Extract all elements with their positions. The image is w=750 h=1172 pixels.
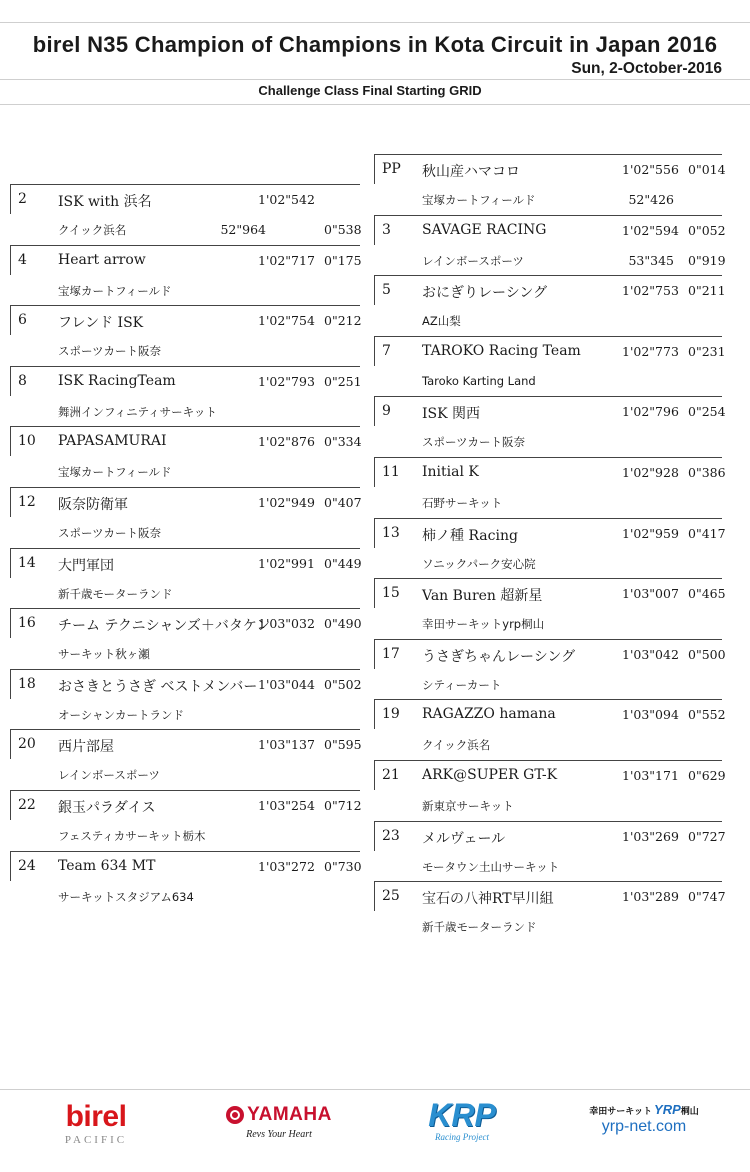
- team-name: ARK@SUPER GT-K: [422, 767, 558, 783]
- home-circuit: 宝塚カートフィールド: [58, 465, 172, 480]
- entry-left-rule: [374, 275, 375, 305]
- entry-top-rule: [10, 851, 360, 852]
- grid-position: PP: [382, 161, 401, 177]
- team-name: フレンド ISK: [58, 315, 144, 332]
- entry-top-rule: [374, 699, 722, 700]
- birel-logo: [48, 1102, 144, 1152]
- entry-top-rule: [374, 336, 722, 337]
- grid-entry: [10, 426, 360, 486]
- time-gap: 0"730: [324, 858, 362, 874]
- grid-position: 5: [382, 282, 391, 299]
- team-name: 西片部屋: [58, 739, 114, 756]
- time-gap: 0"014: [688, 162, 726, 177]
- entry-left-rule: [10, 729, 11, 759]
- entry-top-rule: [10, 487, 360, 488]
- grid-position: 4: [18, 251, 27, 268]
- entry-left-rule: [374, 396, 375, 426]
- time-gap: 0"211: [688, 283, 726, 299]
- grid-position: 25: [382, 888, 400, 905]
- team-name: Heart arrow: [58, 251, 146, 268]
- entry-top-rule: [10, 184, 360, 185]
- tuning-fork-icon: [226, 1106, 244, 1124]
- grid-entry: [10, 366, 360, 426]
- grid-entry: [10, 184, 360, 244]
- grid-position: 20: [18, 736, 36, 753]
- home-circuit: 新千歳モーターランド: [422, 920, 537, 935]
- team-name: おさきとうさぎ ベストメンバー: [58, 678, 258, 695]
- yamaha-tagline: Revs Your Heart: [246, 1129, 312, 1140]
- time-gap: 0"449: [324, 555, 362, 571]
- grid-entry: [374, 821, 726, 881]
- entry-top-rule: [10, 548, 360, 549]
- time-gap: 0"407: [324, 495, 362, 510]
- grid-position: 21: [382, 767, 400, 783]
- entry-left-rule: [374, 699, 375, 729]
- event-date: Sun, 2-October-2016: [571, 60, 722, 77]
- time-gap: 0"417: [688, 525, 726, 541]
- entry-left-rule: [374, 336, 375, 366]
- grid-entry: [374, 275, 726, 335]
- lap-time: 1'02"876: [258, 434, 315, 450]
- lap-time: 1'02"928: [622, 465, 679, 480]
- entry-left-rule: [10, 851, 11, 881]
- home-circuit: 新千歳モーターランド: [58, 586, 173, 601]
- entry-top-rule: [10, 366, 360, 367]
- entry-left-rule: [10, 608, 11, 638]
- home-circuit: フェスティカサーキット栃木: [58, 829, 206, 843]
- home-circuit: スポーツカート阪奈: [422, 435, 526, 450]
- home-circuit: 幸田サーキットyrp桐山: [422, 617, 545, 632]
- entry-left-rule: [374, 518, 375, 548]
- entry-top-rule: [10, 608, 360, 609]
- birel-wordmark: birel: [65, 1100, 127, 1133]
- grid-entry: [10, 669, 360, 729]
- entry-top-rule: [374, 275, 722, 276]
- entry-top-rule: [374, 457, 722, 458]
- grid-entry: [374, 396, 726, 456]
- entry-left-rule: [374, 578, 375, 608]
- home-circuit: 石野サーキット: [422, 496, 503, 510]
- grid-position: 12: [18, 494, 36, 510]
- grid-entry: [374, 215, 726, 275]
- entry-left-rule: [374, 639, 375, 669]
- lap-time: 1'03"094: [622, 707, 679, 723]
- grid-entry: [374, 699, 726, 759]
- lap-time: 1'03"042: [622, 646, 679, 662]
- home-circuit: レインボースポーツ: [58, 768, 160, 783]
- time-gap: 0"254: [688, 404, 726, 420]
- grid-position: 23: [382, 827, 400, 844]
- yrp-logo: [588, 1102, 700, 1154]
- grid-entry: [10, 548, 360, 608]
- entry-top-rule: [10, 790, 360, 791]
- team-name: うさぎちゃんレーシング: [422, 648, 576, 665]
- team-name: TAROKO Racing Team: [422, 342, 581, 359]
- yrp-circuit-name: 幸田サーキット: [589, 1107, 653, 1117]
- entry-left-rule: [374, 457, 375, 487]
- lap-time: 1'03"007: [622, 586, 679, 602]
- grid-entry: [374, 154, 726, 214]
- team-name: Initial K: [422, 464, 479, 480]
- time-gap: 0"727: [688, 828, 726, 844]
- team-name: Van Buren 超新星: [422, 588, 543, 605]
- grid-position: 19: [382, 706, 400, 723]
- lap-time: 1'03"269: [622, 828, 679, 844]
- time-gap: 0"465: [688, 586, 726, 602]
- yamaha-logo: [220, 1104, 338, 1154]
- entry-top-rule: [374, 760, 722, 761]
- sub-lap-time: 52"964: [220, 222, 266, 237]
- time-gap: 0"334: [324, 434, 362, 450]
- lap-time: 1'03"272: [258, 858, 315, 874]
- grid-position: 8: [18, 372, 27, 389]
- grid-entry: [374, 760, 726, 820]
- home-circuit: レインボースポーツ: [422, 253, 524, 268]
- time-gap: 0"502: [324, 676, 362, 692]
- entry-top-rule: [10, 669, 360, 670]
- team-name: おにぎりレーシング: [422, 285, 548, 302]
- entry-top-rule: [10, 426, 360, 427]
- time-gap: 0"386: [688, 465, 726, 480]
- grid-subtitle: Challenge Class Final Starting GRID: [258, 83, 482, 98]
- entry-left-rule: [10, 669, 11, 699]
- home-circuit: 宝塚カートフィールド: [422, 193, 536, 207]
- grid-position: 10: [18, 433, 36, 450]
- krp-wordmark: KRP: [428, 1097, 496, 1133]
- entry-top-rule: [374, 154, 722, 155]
- entry-left-rule: [10, 305, 11, 335]
- time-gap: 0"629: [688, 768, 726, 783]
- lap-time: 1'02"753: [622, 283, 679, 299]
- grid-position: 18: [18, 675, 36, 692]
- team-name: ISK with 浜名: [58, 194, 152, 210]
- team-name: 大門軍団: [58, 557, 114, 574]
- birel-sub: PACIFIC: [64, 1134, 128, 1146]
- grid-entry: [374, 518, 726, 578]
- team-name: ISK 関西: [422, 406, 481, 423]
- entry-top-rule: [374, 396, 722, 397]
- grid-entry: [10, 305, 360, 365]
- grid-entry: [10, 851, 360, 911]
- lap-time: 1'02"991: [258, 555, 315, 571]
- team-name: 銀玉パラダイス: [58, 800, 156, 816]
- grid-entry: [10, 729, 360, 789]
- entry-left-rule: [10, 245, 11, 275]
- entry-left-rule: [374, 154, 375, 184]
- lap-time: 1'03"254: [258, 798, 315, 813]
- grid-entry: [374, 639, 726, 699]
- time-gap: 0"490: [324, 616, 362, 632]
- time-gap: 0"712: [324, 798, 362, 813]
- time-gap: 0"595: [324, 737, 362, 753]
- home-circuit: オーシャンカートランド: [58, 707, 185, 722]
- lap-time: 1'02"556: [622, 162, 679, 177]
- grid-position: 16: [18, 615, 36, 632]
- grid-entry: [10, 487, 360, 547]
- entry-top-rule: [10, 245, 360, 246]
- entry-top-rule: [374, 518, 722, 519]
- time-gap: 0"251: [324, 373, 362, 389]
- home-circuit: サーキットスタジアム634: [58, 889, 194, 904]
- grid-entry: [10, 245, 360, 305]
- team-name: SAVAGE RACING: [422, 221, 547, 238]
- grid-position: 17: [382, 645, 400, 662]
- entry-left-rule: [10, 366, 11, 396]
- sub-lap-time: 53"345: [628, 252, 674, 268]
- entry-left-rule: [374, 821, 375, 851]
- time-gap: 0"052: [688, 222, 726, 238]
- lap-time: 1'02"773: [622, 343, 679, 359]
- entry-left-rule: [10, 487, 11, 517]
- lap-time: 1'03"171: [622, 768, 679, 783]
- time-gap: 0"747: [688, 889, 726, 905]
- home-circuit: クイック浜名: [58, 223, 127, 237]
- entry-left-rule: [10, 184, 11, 214]
- team-name: 柿ノ種 Racing: [422, 527, 518, 544]
- lap-time: 1'03"032: [258, 616, 315, 632]
- entry-top-rule: [374, 578, 722, 579]
- lap-time: 1'02"949: [258, 495, 315, 510]
- home-circuit: スポーツカート阪奈: [58, 344, 162, 359]
- yrp-mark: YRP: [654, 1102, 681, 1117]
- grid-entry: [374, 578, 726, 638]
- grid-position: 13: [382, 524, 400, 541]
- entry-left-rule: [10, 790, 11, 820]
- yrp-url: yrp-net.com: [601, 1118, 687, 1135]
- lap-time: 1'02"594: [622, 222, 679, 238]
- grid-entry: [10, 608, 360, 668]
- grid-entry: [374, 881, 726, 941]
- krp-logo: [420, 1098, 504, 1154]
- sub-lap-time: 52"426: [628, 192, 674, 207]
- entry-top-rule: [374, 639, 722, 640]
- entry-left-rule: [374, 881, 375, 911]
- page-title: birel N35 Champion of Champions in Kota Circuit in Japan 2016: [32, 32, 718, 57]
- entry-top-rule: [374, 881, 722, 882]
- time-gap: 0"175: [324, 252, 362, 268]
- entry-top-rule: [374, 215, 722, 216]
- time-gap: 0"500: [688, 646, 726, 662]
- team-name: ISK RacingTeam: [58, 372, 176, 389]
- sub-time-gap: 0"538: [324, 222, 362, 237]
- lap-time: 1'02"717: [258, 252, 315, 268]
- team-name: 秋山産ハマコロ: [422, 164, 520, 180]
- grid-entry: [374, 336, 726, 396]
- entry-left-rule: [10, 548, 11, 578]
- home-circuit: 新東京サーキット: [422, 799, 514, 813]
- lap-time: 1'03"044: [258, 676, 315, 692]
- time-gap: 0"212: [324, 313, 362, 329]
- lap-time: 1'03"289: [622, 889, 679, 905]
- home-circuit: スポーツカート阪奈: [58, 526, 162, 540]
- entry-top-rule: [374, 821, 722, 822]
- grid-position: 2: [18, 191, 27, 207]
- grid-position: 9: [382, 403, 391, 420]
- home-circuit: シティーカート: [422, 677, 502, 692]
- time-gap: 0"552: [688, 707, 726, 723]
- yamaha-wordmark: YAMAHA: [247, 1104, 332, 1125]
- team-name: RAGAZZO hamana: [422, 706, 556, 723]
- grid-position: 6: [18, 312, 27, 329]
- entry-top-rule: [10, 305, 360, 306]
- sponsor-logos: [0, 1090, 750, 1172]
- entry-left-rule: [10, 426, 11, 456]
- home-circuit: AZ山梨: [422, 314, 461, 329]
- lap-time: 1'02"793: [258, 373, 315, 389]
- home-circuit: 宝塚カートフィールド: [58, 283, 172, 298]
- sub-time-gap: 0"919: [688, 252, 726, 268]
- time-gap: 0"231: [688, 343, 726, 359]
- grid-position: 22: [18, 797, 36, 813]
- entry-top-rule: [10, 729, 360, 730]
- grid-position: 11: [382, 464, 400, 480]
- home-circuit: Taroko Karting Land: [422, 373, 536, 388]
- team-name: チーム テクニシャンズ＋バタケン: [58, 618, 271, 635]
- lap-time: 1'02"959: [622, 525, 679, 541]
- team-name: Team 634 MT: [58, 857, 156, 874]
- yrp-location: 桐山: [680, 1107, 699, 1117]
- grid-position: 24: [18, 857, 36, 874]
- lap-time: 1'02"796: [622, 404, 679, 420]
- lap-time: 1'02"754: [258, 313, 315, 329]
- krp-tagline: Racing Project: [435, 1132, 489, 1142]
- home-circuit: サーキット秋ヶ瀬: [58, 647, 150, 662]
- grid-entry: [374, 457, 726, 517]
- team-name: 阪奈防衛軍: [58, 497, 128, 513]
- entry-left-rule: [374, 760, 375, 790]
- team-name: 宝石の八神RT早川組: [422, 891, 554, 908]
- grid-position: 15: [382, 585, 400, 602]
- entry-left-rule: [374, 215, 375, 245]
- grid-position: 3: [382, 221, 391, 238]
- home-circuit: 舞洲インフィニティサーキット: [58, 404, 217, 419]
- home-circuit: クイック浜名: [422, 738, 491, 753]
- home-circuit: モータウン土山サーキット: [422, 859, 560, 874]
- team-name: PAPASAMURAI: [58, 433, 167, 450]
- lap-time: 1'02"542: [258, 192, 315, 207]
- grid-position: 14: [18, 554, 36, 571]
- home-circuit: ソニックパーク安心院: [422, 556, 536, 571]
- lap-time: 1'03"137: [258, 737, 315, 753]
- grid-position: 7: [382, 342, 391, 359]
- team-name: メルヴェール: [422, 830, 506, 847]
- grid-entry: [10, 790, 360, 850]
